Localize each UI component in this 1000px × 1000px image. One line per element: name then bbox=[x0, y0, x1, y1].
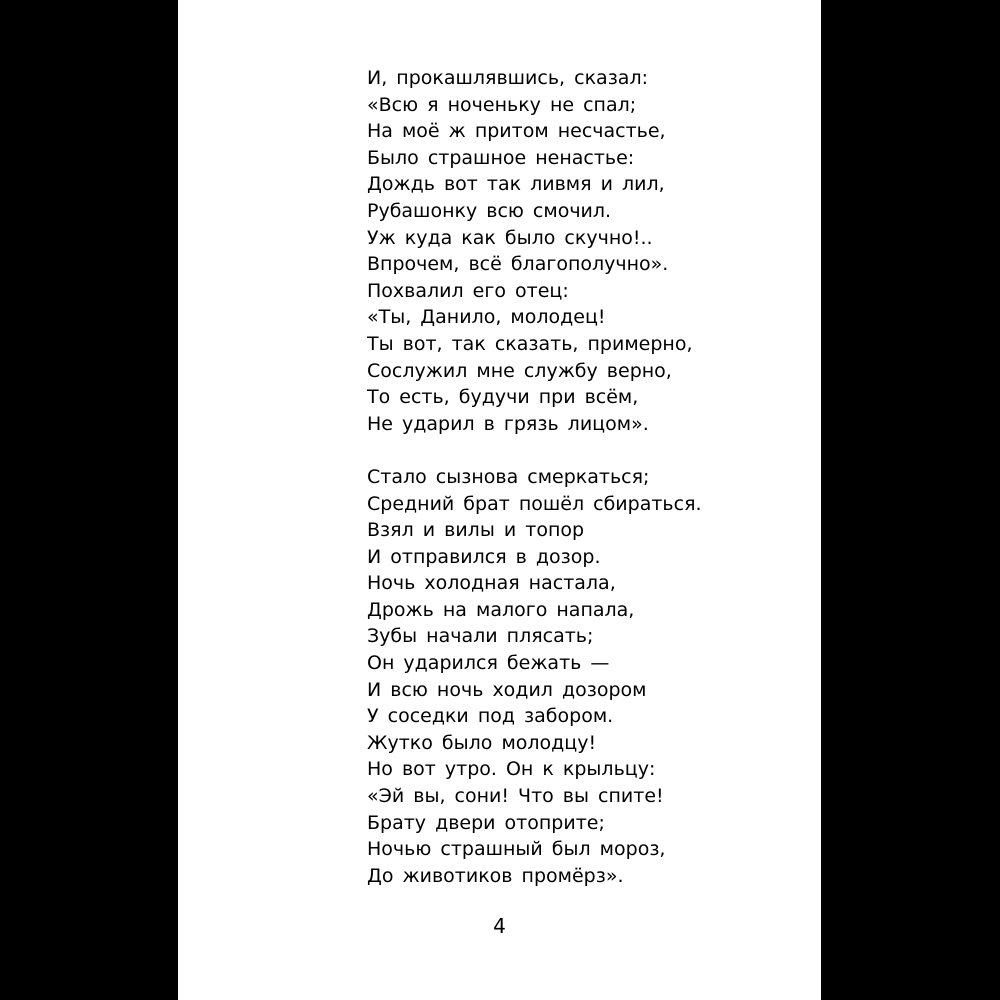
poem-line: И всю ночь ходил дозором bbox=[367, 678, 647, 701]
poem-text bbox=[367, 65, 702, 889]
poem-line: Уж куда как было скучно!.. bbox=[367, 226, 653, 249]
poem-line: Жутко было молодцу! bbox=[367, 731, 597, 754]
poem-line: Дождь вот так ливмя и лил, bbox=[367, 173, 665, 196]
poem-line: Зубы начали плясать; bbox=[367, 625, 594, 648]
poem-line: То есть, будучи при всём, bbox=[367, 386, 639, 409]
poem-line: «Ты, Данило, молодец! bbox=[367, 306, 606, 329]
poem-line: Он ударился бежать — bbox=[367, 652, 610, 675]
poem-line: Впрочем, всё благополучно». bbox=[367, 253, 669, 276]
poem-line: Рубашонку всю смочил. bbox=[367, 199, 612, 222]
poem-line: Не ударил в грязь лицом». bbox=[367, 412, 649, 435]
poem-line: «Эй вы, сони! Что вы спите! bbox=[367, 785, 664, 808]
poem-line: Брату двери отоприте; bbox=[367, 811, 605, 834]
poem-line: Ты вот, так сказать, примерно, bbox=[367, 332, 693, 355]
poem-line: Дрожь на малого напала, bbox=[367, 598, 635, 621]
poem-line: «Всю я ноченьку не спал; bbox=[367, 93, 637, 116]
poem-line: Сослужил мне службу верно, bbox=[367, 359, 672, 382]
poem-line: Ночью страшный был мороз, bbox=[367, 838, 666, 861]
poem-line: Стало сызнова смеркаться; bbox=[367, 465, 650, 488]
stanza-2 bbox=[367, 464, 702, 890]
poem-line: Но вот утро. Он к крыльцу: bbox=[367, 758, 656, 781]
poem-line: У соседки под забором. bbox=[367, 705, 614, 728]
book-page bbox=[178, 0, 821, 1000]
poem-line: На моё ж притом несчастье, bbox=[367, 120, 666, 143]
poem-line: Похвалил его отец: bbox=[367, 279, 569, 302]
poem-line: До животиков промёрз». bbox=[367, 864, 624, 887]
poem-line: Средний брат пошёл сбираться. bbox=[367, 492, 702, 515]
poem-line: И, прокашлявшись, сказал: bbox=[367, 67, 648, 89]
stanza-1 bbox=[367, 65, 702, 437]
poem-line: Взял и вилы и топор bbox=[367, 519, 585, 542]
poem-line: И отправился в дозор. bbox=[367, 545, 601, 568]
poem-line: Ночь холодная настала, bbox=[367, 572, 616, 595]
page-number: 4 bbox=[493, 914, 506, 938]
poem-line: Было страшное ненастье: bbox=[367, 146, 635, 169]
